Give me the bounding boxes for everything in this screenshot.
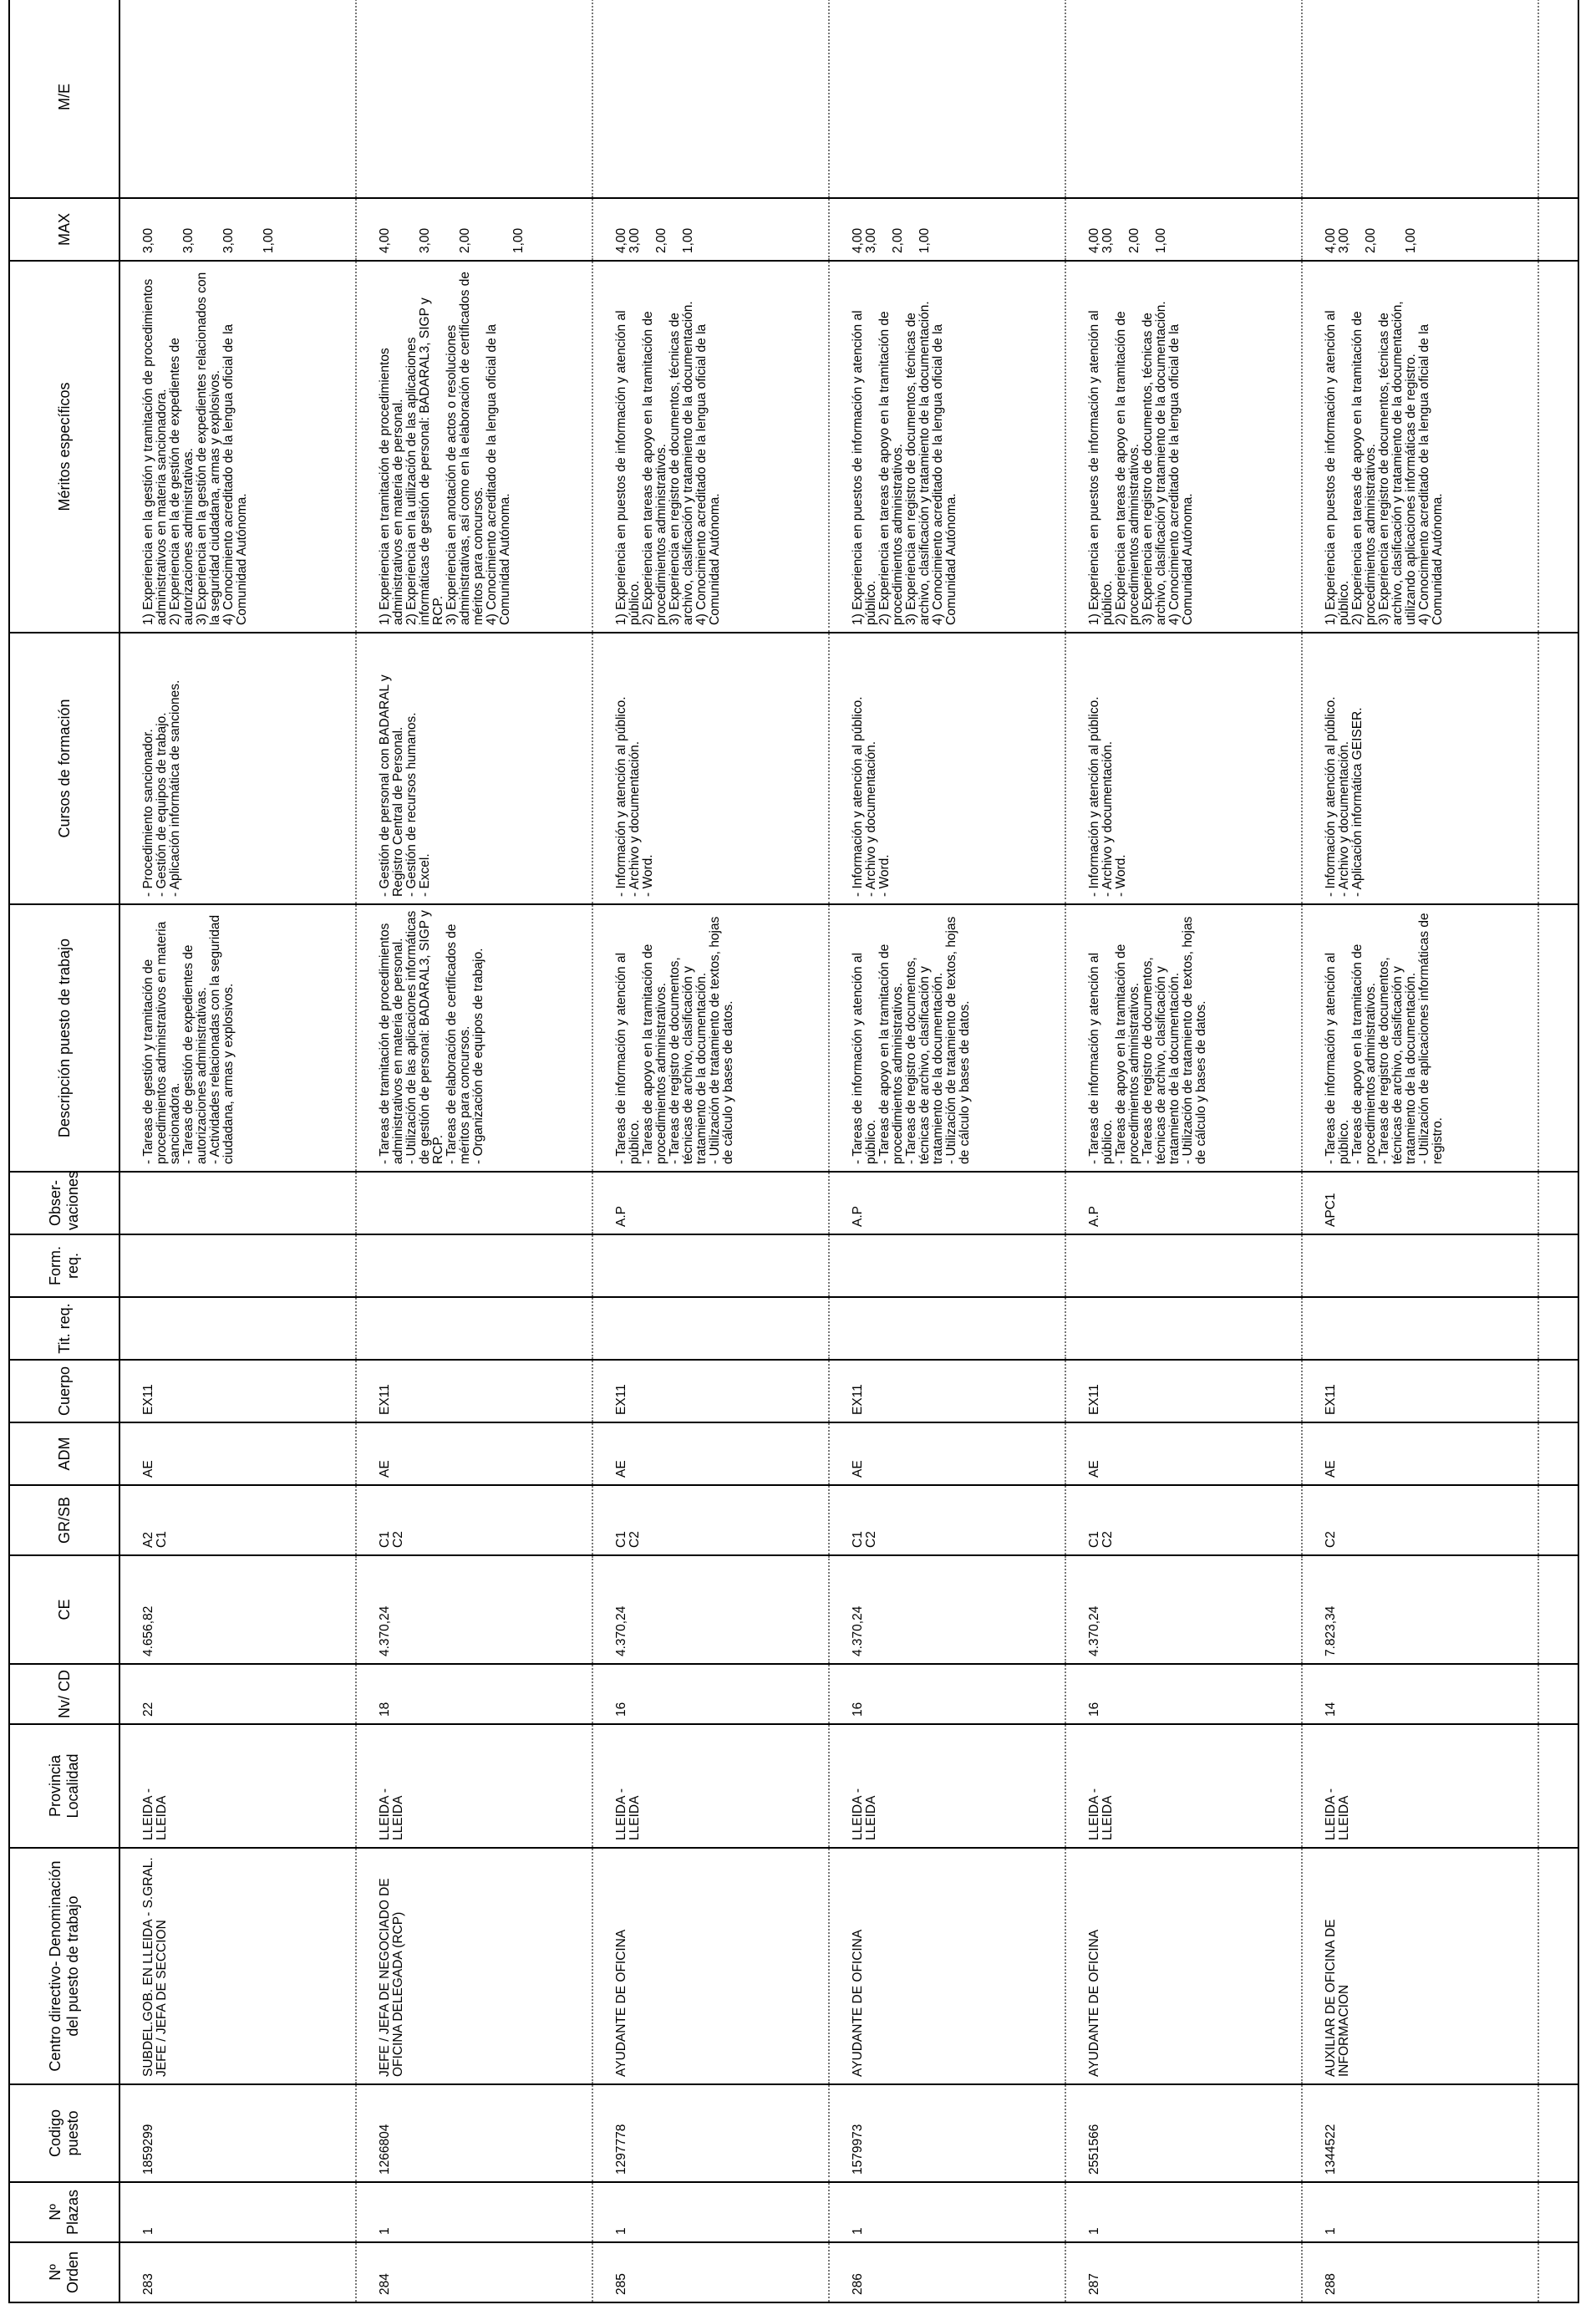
table-row xyxy=(356,0,592,2302)
cell-ce: 4.370,24 xyxy=(829,1555,1065,1664)
cell-grupo: C1 C2 xyxy=(592,1485,829,1555)
table-row xyxy=(1302,0,1538,2302)
cell-nivel: 16 xyxy=(829,1664,1065,1724)
cell-meritos: 1) Experiencia en puestos de información y atención al público. 2) Experiencia en tareas de apoyo en la tramitación de procedimientos administrativos. 3) Experiencia en registro de documentos, técnicas de archivo, clasificación y tratamiento de la documentación. 4) Conocimiento acreditado de la lengua oficial de la Comunidad Autónoma. xyxy=(829,261,1065,633)
header-formacion: Form. req. xyxy=(9,1234,119,1297)
cell-observaciones: APC1 xyxy=(1302,1172,1538,1234)
header-cuerpo: Cuerpo xyxy=(9,1360,119,1422)
table-row xyxy=(829,0,1065,2302)
filler-cell xyxy=(1538,1360,1578,1422)
filler-cell xyxy=(1538,2242,1578,2302)
cell-provincia: LLEIDA - LLEIDA xyxy=(1302,1724,1538,1848)
cell-orden: 287 xyxy=(1065,2242,1302,2302)
cell-meritos: 1) Experiencia en puestos de información y atención al público. 2) Experiencia en tareas de apoyo en la tramitación de procedimientos administrativos. 3) Experiencia en registro de documentos, técnicas de archivo, clasificación y tratamiento de la documentación, utilizando aplicaciones informáticas de registro. 4) Conocimiento acreditado de la lengua oficial de la Comunidad Autónoma. xyxy=(1302,261,1538,633)
cell-observaciones xyxy=(119,1172,356,1234)
filler-cell xyxy=(1538,198,1578,261)
cell-centro: AYUDANTE DE OFICINA xyxy=(592,1848,829,2084)
header-nivel: Nv/ CD xyxy=(9,1664,119,1724)
cell-codigo: 1344522 xyxy=(1302,2084,1538,2182)
cell-descripcion: - Tareas de gestión y tramitación de procedimientos administrativos en materia sancionadora. - Tareas de gestión de expedientes de autorizaciones administrativas. - Actividades relacionadas con la seguridad ciudadana, armas y explosivos. xyxy=(119,904,356,1172)
cell-centro: AUXILIAR DE OFICINA DE INFORMACION xyxy=(1302,1848,1538,2084)
cell-formacion xyxy=(356,1234,592,1297)
cell-provincia: LLEIDA - LLEIDA xyxy=(592,1724,829,1848)
table-row xyxy=(1065,0,1302,2302)
cell-plazas: 1 xyxy=(1302,2182,1538,2242)
cell-grupo: C1 C2 xyxy=(356,1485,592,1555)
header-descripcion: Descripción puesto de trabajo xyxy=(9,904,119,1172)
cell-descripcion: - Tareas de información y atención al público. - Tareas de apoyo en la tramitación de procedimientos administrativos. - Tareas de registro de documentos, técnicas de archivo, clasificación y tratamiento de la documentación. - Utilización de tratamiento de textos, hojas de cálculo y bases de datos. xyxy=(829,904,1065,1172)
cell-me xyxy=(829,0,1065,198)
cell-descripcion: - Tareas de tramitación de procedimientos administrativos en materia de personal. - Utilización de las aplicaciones informáticas de gestión de personal: BADARAL3, SIGP y RCP. - Tareas de elaboración de certificados de méritos para concursos. - Organización de equipos de trabajo. xyxy=(356,904,592,1172)
cell-titulacion xyxy=(356,1297,592,1360)
cell-cuerpo: EX11 xyxy=(356,1360,592,1422)
header-row xyxy=(9,0,119,2302)
filler-cell xyxy=(1538,1172,1578,1234)
cell-cuerpo: EX11 xyxy=(1302,1360,1538,1422)
cell-max: 4,00 3,00 2,00 1,00 xyxy=(356,198,592,261)
empty-filler-row xyxy=(1538,0,1578,2302)
cell-provincia: LLEIDA - LLEIDA xyxy=(1065,1724,1302,1848)
cell-cursos: - Información y atención al público. - Archivo y documentación. - Aplicación informática GEISER. xyxy=(1302,633,1538,904)
cell-max: 4,00 3,00 2,00 1,00 xyxy=(592,198,829,261)
header-provincia: Provincia Localidad xyxy=(9,1724,119,1848)
cell-descripcion: - Tareas de información y atención al público. - Tareas de apoyo en la tramitación de procedimientos administrativos. - Tareas de registro de documentos, técnicas de archivo, clasificación y tratamiento de la documentación. - Utilización de tratamiento de textos, hojas de cálculo y bases de datos. xyxy=(592,904,829,1172)
job-positions-table xyxy=(8,0,1579,2303)
header-centro: Centro directivo- Denominación del puesto de trabajo xyxy=(9,1848,119,2084)
filler-cell xyxy=(1538,1234,1578,1297)
cell-nivel: 16 xyxy=(1065,1664,1302,1724)
cell-orden: 286 xyxy=(829,2242,1065,2302)
cell-adm: AE xyxy=(1302,1422,1538,1485)
cell-adm: AE xyxy=(356,1422,592,1485)
header-adm: ADM xyxy=(9,1422,119,1485)
cell-formacion xyxy=(119,1234,356,1297)
cell-orden: 283 xyxy=(119,2242,356,2302)
cell-cursos: - Procedimiento sancionador. - Gestión de equipos de trabajo. - Aplicación informática de sanciones. xyxy=(119,633,356,904)
cell-ce: 4.370,24 xyxy=(1065,1555,1302,1664)
filler-cell xyxy=(1538,0,1578,198)
cell-provincia: LLEIDA - LLEIDA xyxy=(829,1724,1065,1848)
cell-adm: AE xyxy=(829,1422,1065,1485)
cell-codigo: 1266804 xyxy=(356,2084,592,2182)
filler-cell xyxy=(1538,633,1578,904)
filler-cell xyxy=(1538,1724,1578,1848)
cell-centro: SUBDEL.GOB. EN LLEIDA - S.GRAL. JEFE / JEFA DE SECCION xyxy=(119,1848,356,2084)
table-body xyxy=(119,0,1578,2302)
cell-meritos: 1) Experiencia en puestos de información y atención al público. 2) Experiencia en tareas de apoyo en la tramitación de procedimientos administrativos. 3) Experiencia en registro de documentos, técnicas de archivo, clasificación y tratamiento de la documentación. 4) Conocimiento acreditado de la lengua oficial de la Comunidad Autónoma. xyxy=(1065,261,1302,633)
cell-cursos: - Información y atención al público. - Archivo y documentación. - Word. xyxy=(829,633,1065,904)
cell-max: 3,00 3,00 3,00 1,00 xyxy=(119,198,356,261)
table-row xyxy=(119,0,356,2302)
cell-provincia: LLEIDA - LLEIDA xyxy=(356,1724,592,1848)
cell-cursos: - Información y atención al público. - Archivo y documentación. - Word. xyxy=(592,633,829,904)
cell-formacion xyxy=(592,1234,829,1297)
cell-nivel: 22 xyxy=(119,1664,356,1724)
cell-plazas: 1 xyxy=(592,2182,829,2242)
filler-cell xyxy=(1538,1297,1578,1360)
cell-plazas: 1 xyxy=(119,2182,356,2242)
cell-ce: 4.370,24 xyxy=(592,1555,829,1664)
cell-meritos: 1) Experiencia en tramitación de procedimientos administrativos en materia de personal. 2) Experiencia en la utilización de las aplicaciones informáticas de gestión de personal: BADARAL3, SIGP y RCP. 3) Experiencia en anotación de actos o resoluciones administrativas, así como en la elaboración de certificados de méritos para concursos. 4) Conocimiento acreditado de la lengua oficial de la Comunidad Autónoma. xyxy=(356,261,592,633)
cell-observaciones: A.P xyxy=(1065,1172,1302,1234)
cell-centro: JEFE / JEFA DE NEGOCIADO DE OFICINA DELEGADA (RCP) xyxy=(356,1848,592,2084)
cell-codigo: 1859299 xyxy=(119,2084,356,2182)
cell-titulacion xyxy=(1065,1297,1302,1360)
filler-cell xyxy=(1538,1555,1578,1664)
header-codigo: Codigo puesto xyxy=(9,2084,119,2182)
cell-codigo: 2551566 xyxy=(1065,2084,1302,2182)
cell-titulacion xyxy=(1302,1297,1538,1360)
cell-descripcion: - Tareas de información y atención al público. - Tareas de apoyo en la tramitación de procedimientos administrativos. - Tareas de registro de documentos, técnicas de archivo, clasificación y tratamiento de la documentación. - Utilización de aplicaciones informáticas de registro. xyxy=(1302,904,1538,1172)
filler-cell xyxy=(1538,1422,1578,1485)
cell-plazas: 1 xyxy=(829,2182,1065,2242)
cell-cursos: - Gestión de personal con BADARAL y Registro Central de Personal. - Gestión de recursos humanos. - Excel. xyxy=(356,633,592,904)
cell-max: 4,00 3,00 2,00 1,00 xyxy=(829,198,1065,261)
filler-cell xyxy=(1538,1848,1578,2084)
filler-cell xyxy=(1538,904,1578,1172)
cell-me xyxy=(356,0,592,198)
header-ce: CE xyxy=(9,1555,119,1664)
header-observaciones: Obser- vaciones xyxy=(9,1172,119,1234)
cell-me xyxy=(1302,0,1538,198)
header-grupo: GR/SB xyxy=(9,1485,119,1555)
cell-provincia: LLEIDA - LLEIDA xyxy=(119,1724,356,1848)
cell-codigo: 1579973 xyxy=(829,2084,1065,2182)
cell-formacion xyxy=(1302,1234,1538,1297)
header-orden: Nº Orden xyxy=(9,2242,119,2302)
cell-titulacion xyxy=(592,1297,829,1360)
cell-grupo: C2 xyxy=(1302,1485,1538,1555)
cell-meritos: 1) Experiencia en puestos de información y atención al público. 2) Experiencia en tareas de apoyo en la tramitación de procedimientos administrativos. 3) Experiencia en registro de documentos, técnicas de archivo, clasificación y tratamiento de la documentación. 4) Conocimiento acreditado de la lengua oficial de la Comunidad Autónoma. xyxy=(592,261,829,633)
cell-me xyxy=(1065,0,1302,198)
header-plazas: Nº Plazas xyxy=(9,2182,119,2242)
cell-orden: 285 xyxy=(592,2242,829,2302)
cell-cuerpo: EX11 xyxy=(1065,1360,1302,1422)
cell-nivel: 16 xyxy=(592,1664,829,1724)
filler-cell xyxy=(1538,261,1578,633)
cell-grupo: C1 C2 xyxy=(829,1485,1065,1555)
cell-centro: AYUDANTE DE OFICINA xyxy=(1065,1848,1302,2084)
filler-cell xyxy=(1538,1485,1578,1555)
cell-ce: 7.823,34 xyxy=(1302,1555,1538,1664)
cell-grupo: A2 C1 xyxy=(119,1485,356,1555)
cell-ce: 4.370,24 xyxy=(356,1555,592,1664)
filler-cell xyxy=(1538,1664,1578,1724)
cell-ce: 4.656,82 xyxy=(119,1555,356,1664)
cell-nivel: 14 xyxy=(1302,1664,1538,1724)
cell-adm: AE xyxy=(119,1422,356,1485)
cell-adm: AE xyxy=(592,1422,829,1485)
cell-titulacion xyxy=(829,1297,1065,1360)
header-max: MAX xyxy=(9,198,119,261)
cell-cursos: - Información y atención al público. - Archivo y documentación. - Word. xyxy=(1065,633,1302,904)
cell-grupo: C1 C2 xyxy=(1065,1485,1302,1555)
cell-centro: AYUDANTE DE OFICINA xyxy=(829,1848,1065,2084)
filler-cell xyxy=(1538,2084,1578,2182)
header-me: M/E xyxy=(9,0,119,198)
cell-orden: 284 xyxy=(356,2242,592,2302)
cell-cuerpo: EX11 xyxy=(119,1360,356,1422)
cell-observaciones: A.P xyxy=(592,1172,829,1234)
cell-nivel: 18 xyxy=(356,1664,592,1724)
header-meritos: Méritos específicos xyxy=(9,261,119,633)
cell-meritos: 1) Experiencia en la gestión y tramitación de procedimientos administrativos en materia sancionadora. 2) Experiencia en la de gestión de expedientes de autorizaciones administrativas. 3) Experiencia en la gestión de expedientes relacionados con la seguridad ciudadana, armas y explosivos. 4) Conocimiento acreditado de la lengua oficial de la Comunidad Autónoma. xyxy=(119,261,356,633)
filler-cell xyxy=(1538,2182,1578,2242)
cell-me xyxy=(592,0,829,198)
cell-me xyxy=(119,0,356,198)
cell-formacion xyxy=(829,1234,1065,1297)
cell-formacion xyxy=(1065,1234,1302,1297)
cell-plazas: 1 xyxy=(1065,2182,1302,2242)
cell-titulacion xyxy=(119,1297,356,1360)
cell-descripcion: - Tareas de información y atención al público. - Tareas de apoyo en la tramitación de procedimientos administrativos. - Tareas de registro de documentos, técnicas de archivo, clasificación y tratamiento de la documentación. - Utilización de tratamiento de textos, hojas de cálculo y bases de datos. xyxy=(1065,904,1302,1172)
cell-max: 4,00 3,00 2,00 1,00 xyxy=(1302,198,1538,261)
cell-plazas: 1 xyxy=(356,2182,592,2242)
header-titulacion: Tit. req. xyxy=(9,1297,119,1360)
cell-orden: 288 xyxy=(1302,2242,1538,2302)
table-row xyxy=(592,0,829,2302)
cell-codigo: 1297778 xyxy=(592,2084,829,2182)
cell-adm: AE xyxy=(1065,1422,1302,1485)
cell-max: 4,00 3,00 2,00 1,00 xyxy=(1065,198,1302,261)
header-cursos: Cursos de formación xyxy=(9,633,119,904)
cell-cuerpo: EX11 xyxy=(592,1360,829,1422)
cell-observaciones xyxy=(356,1172,592,1234)
cell-cuerpo: EX11 xyxy=(829,1360,1065,1422)
cell-observaciones: A.P xyxy=(829,1172,1065,1234)
